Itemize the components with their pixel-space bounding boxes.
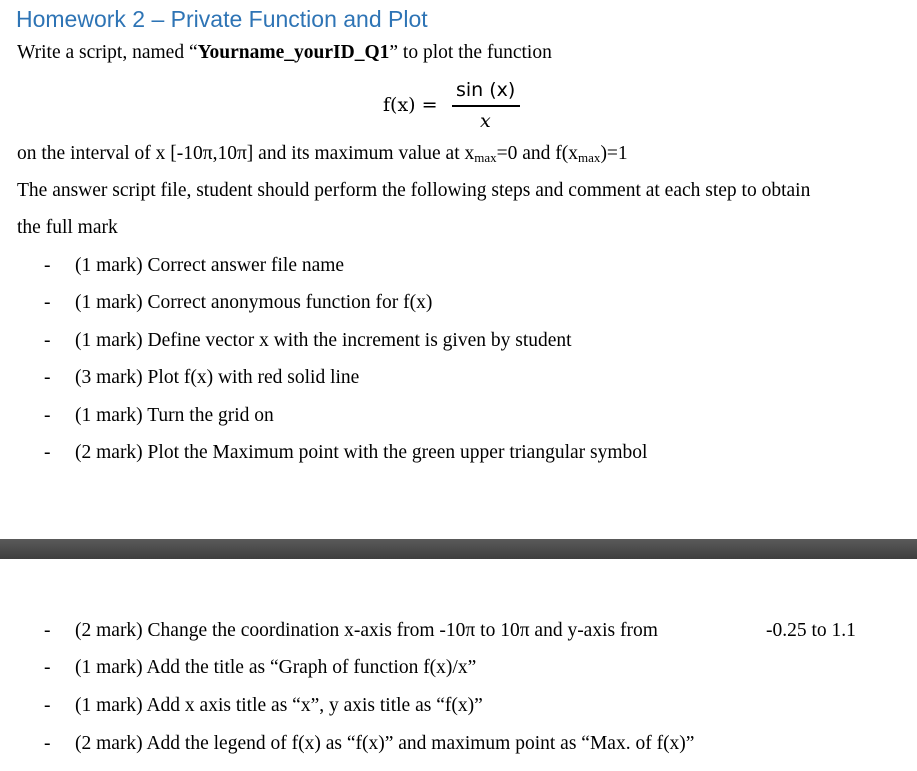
bullet-dash: -	[44, 657, 51, 678]
script-name: Yourname_yourID_Q1	[197, 42, 390, 63]
list-item: (1 mark) Define vector x with the increment is given by student	[75, 330, 572, 351]
interval-sub-b: max	[578, 150, 601, 165]
interval-text-c: )=1	[600, 143, 628, 164]
bullet-dash: -	[44, 695, 51, 716]
interval-sub-a: max	[474, 150, 497, 165]
interval-text-a: on the interval of x [-10π,10π] and its maximum value at x	[17, 143, 475, 164]
bullet-dash: -	[44, 330, 51, 351]
bullet-dash: -	[44, 292, 51, 313]
list-item: (2 mark) Change the coordination x-axis from -10π to 10π and y-axis from	[75, 620, 658, 641]
list-item: (1 mark) Add x axis title as “x”, y axis title as “f(x)”	[75, 695, 483, 716]
instruction-line-1: The answer script file, student should perform the following steps and comment at each step to obtain	[17, 180, 811, 201]
interval-line	[17, 143, 628, 166]
page-title: Homework 2 – Private Function and Plot	[16, 6, 428, 32]
bullet-dash: -	[44, 620, 51, 641]
equation-lhs: f(x) =	[383, 94, 438, 116]
list-item: (1 mark) Correct answer file name	[75, 255, 345, 276]
list-item: (3 mark) Plot f(x) with red solid line	[75, 367, 360, 388]
page-break-divider	[0, 539, 917, 559]
bullet-dash: -	[44, 367, 51, 388]
bullet-dash: -	[44, 442, 51, 463]
list-item: (1 mark) Add the title as “Graph of function f(x)/x”	[75, 657, 477, 678]
bullet-dash: -	[44, 733, 51, 754]
instruction-line-2: the full mark	[17, 217, 118, 238]
list-item: (1 mark) Turn the grid on	[75, 405, 274, 426]
list-item-tail: -0.25 to 1.1	[766, 620, 856, 641]
intro-prefix: Write a script, named “	[17, 42, 198, 63]
intro-line	[17, 42, 552, 64]
bullet-dash: -	[44, 405, 51, 426]
list-item: (2 mark) Plot the Maximum point with the green upper triangular symbol	[75, 442, 648, 463]
list-item: (2 mark) Add the legend of f(x) as “f(x)” and maximum point as “Max. of f(x)”	[75, 733, 695, 754]
equation-denominator: x	[480, 110, 491, 132]
interval-text-b: =0 and f(x	[496, 143, 579, 164]
equation-numerator: sin (x)	[456, 79, 516, 101]
list-item: (1 mark) Correct anonymous function for f(x)	[75, 292, 433, 313]
intro-suffix: ” to plot the function	[389, 42, 552, 63]
bullet-dash: -	[44, 255, 51, 276]
fraction-bar	[452, 105, 520, 107]
